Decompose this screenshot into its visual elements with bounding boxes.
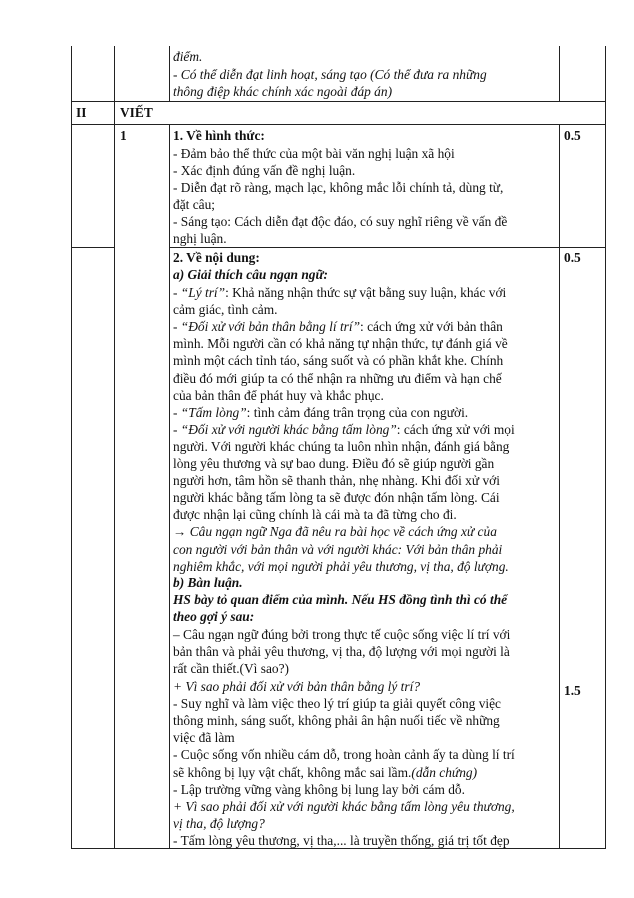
explanation-line — [173, 353, 503, 368]
explanation-line — [173, 285, 506, 300]
section-number: II — [76, 105, 87, 120]
form-heading: 1. Về hình thức: — [173, 128, 265, 143]
discussion-line: + Vì sao phải đối xử với người khác bằng tấm lòng yêu thương, — [173, 799, 515, 814]
hs-note: theo gợi ý sau: — [173, 609, 255, 624]
explanation-line — [173, 542, 502, 557]
cont-line: - Có thể diễn đạt linh hoạt, sáng tạo (Có thể đưa ra những — [173, 67, 487, 82]
definition: của bản thân để phát huy và khắc phục. — [173, 387, 384, 403]
discussion-line: - Tấm lòng yêu thương, vị tha,... là truyền thống, giá trị tốt đẹp — [173, 833, 510, 849]
conclusion-text: con người với bản thân và với người khác: Với bản thân phải — [173, 541, 503, 557]
definition: mình. Mỗi người cần có khả năng tự nhận thức, tự đánh giá về — [173, 336, 508, 352]
form-score: 0.5 — [564, 128, 581, 143]
term: - “Đối xử với bản thân bằng lí trí” — [173, 319, 361, 335]
grid-hline-3b — [169, 247, 606, 248]
grid-vline-3 — [559, 46, 560, 101]
explanation-line — [173, 336, 508, 351]
grid-vline-1 — [114, 46, 115, 849]
hs-note: HS bày tỏ quan điểm của mình. Nếu HS đồng tình thì có thể — [173, 592, 508, 607]
item-number: 1 — [120, 128, 127, 143]
explanation-line — [173, 456, 494, 471]
explanation-line — [173, 490, 500, 505]
discussion-line: việc đã làm — [173, 730, 235, 746]
definition: : cách ứng xử với bản thân — [360, 319, 503, 335]
grid-hline-1 — [71, 101, 606, 102]
grid-vline-3b — [559, 124, 560, 849]
definition: mình một cách tỉnh táo, sáng suốt và có phần khắt khe. Chính — [173, 353, 504, 369]
form-line: - Sáng tạo: Cách diễn đạt độc đáo, có suy nghĩ riêng về vấn đề — [173, 214, 508, 229]
discussion-line: vị tha, độ lượng? — [173, 816, 265, 832]
definition: điều đó mới giúp ta có thể nhận ra những ưu điểm và hạn chế — [173, 370, 502, 386]
section-title: VIẾT — [120, 105, 153, 120]
explanation-line — [173, 473, 500, 488]
definition: người khác bằng tấm lòng ta sẽ được đón nhận tấm lòng. Cái — [173, 490, 500, 506]
subheading-a: a) Giải thích câu ngạn ngữ: — [173, 267, 328, 282]
term: - “Đối xử với người khác bằng tấm lòng” — [173, 421, 397, 437]
explanation-line — [173, 388, 384, 403]
content-score-b: 1.5 — [564, 683, 581, 698]
subheading-b: b) Bàn luận. — [173, 575, 243, 590]
explanation-line — [173, 405, 468, 420]
grid-hline-2 — [71, 124, 606, 125]
explanation-line — [173, 524, 497, 539]
definition: : Khả năng nhận thức sự vật bằng suy luận, khác với — [225, 285, 507, 300]
definition: lòng yêu thương và sự bao dung. Điều đó sẽ giúp người gần — [173, 456, 495, 471]
explanation-line — [173, 559, 509, 574]
explanation-line — [173, 422, 515, 437]
form-line: - Đảm bảo thể thức của một bài văn nghị luận xã hội — [173, 146, 455, 161]
explanation-line — [173, 439, 509, 454]
grid-vline-2b — [169, 124, 170, 849]
conclusion-text: nghiêm khắc, với mọi người phải yêu thương, vị tha, độ lượng. — [173, 558, 509, 574]
discussion-line: – Câu ngạn ngữ đúng bởi trong thực tế cuộc sống việc lí trí với — [173, 627, 511, 642]
cont-line: điểm. — [173, 49, 203, 64]
discussion-line: + Vì sao phải đối xử với bản thân bằng lý trí? — [173, 678, 421, 694]
definition: : tình cảm đáng trân trọng của con người. — [246, 404, 469, 420]
explanation-line — [173, 371, 502, 386]
discussion-text: sẽ không bị lụy vật chất, không mắc sai lầm. — [173, 764, 412, 780]
content-score-a: 0.5 — [564, 250, 581, 265]
grid-vline-2 — [169, 46, 170, 101]
explanation-line — [173, 319, 503, 334]
form-line: nghị luận. — [173, 231, 227, 246]
discussion-line: bản thân và phải yêu thương, vị tha, độ lượng với mọi người là — [173, 644, 510, 660]
explanation-line — [173, 507, 457, 522]
form-line: đặt câu; — [173, 197, 216, 212]
grid-vline-left — [71, 46, 72, 849]
definition: người. Với người khác chúng ta luôn nhìn nhận, đánh giá bằng — [173, 438, 510, 454]
cont-line: thông điệp khác chính xác ngoài đáp án) — [173, 84, 393, 99]
form-line: - Diễn đạt rõ ràng, mạch lạc, không mắc lỗi chính tả, dùng từ, — [173, 180, 504, 195]
definition: người hơn, tâm hồn sẽ thanh thản, nhẹ nhàng. Khi đối xử với — [173, 473, 500, 489]
discussion-line: rất cần thiết.(Vì sao?) — [173, 661, 289, 677]
discussion-line: - Suy nghĩ và làm việc theo lý trí giúp ta giải quyết công việc — [173, 695, 501, 711]
definition: được nhận lại cũng chính là cái mà ta đã từng cho đi. — [173, 507, 457, 523]
evidence-note: (dẫn chứng) — [411, 764, 478, 780]
conclusion-text: → Câu ngạn ngữ Nga đã nêu ra bài học về cách ứng xử của — [173, 524, 497, 540]
discussion-line: - Lập trường vững vàng không bị lung lay bởi cám dỗ. — [173, 781, 465, 797]
discussion-line: thông minh, sáng suốt, không phải ân hận nuối tiếc về những — [173, 713, 500, 728]
discussion-line — [173, 765, 477, 780]
definition: : cách ứng xử với mọi — [396, 421, 515, 437]
explanation-line — [173, 302, 277, 317]
grid-vline-right — [605, 46, 606, 849]
grid-hline-3a — [71, 247, 115, 248]
content-heading: 2. Về nội dung: — [173, 250, 260, 265]
definition: cảm giác, tình cảm. — [173, 302, 278, 318]
discussion-line: - Cuộc sống vốn nhiều cám dỗ, trong hoàn cảnh ấy ta dùng lí trí — [173, 747, 515, 763]
term: - “Tấm lòng” — [173, 404, 247, 420]
form-line: - Xác định đúng vấn đề nghị luận. — [173, 163, 356, 178]
term: - “Lý trí” — [173, 285, 226, 300]
